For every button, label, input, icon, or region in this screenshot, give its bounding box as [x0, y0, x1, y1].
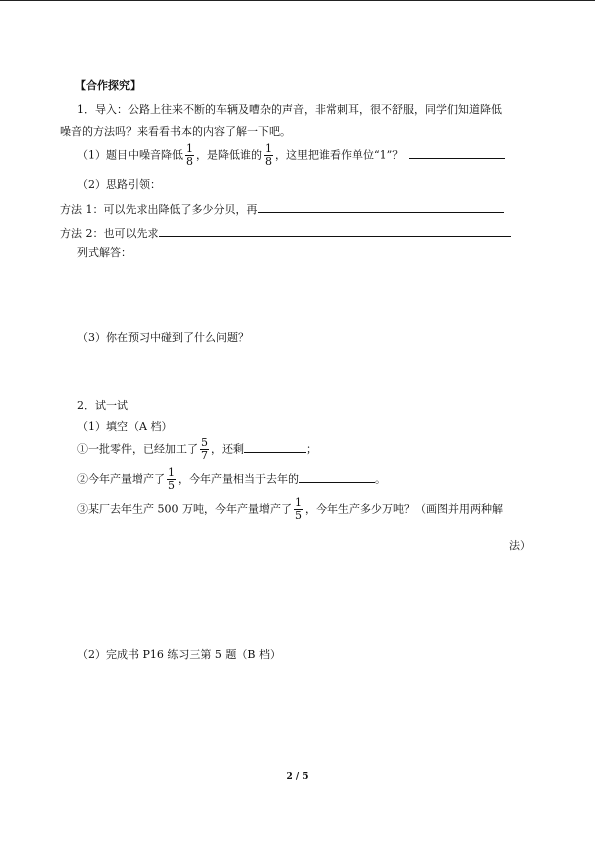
fraction-one-eighth [264, 143, 273, 168]
q1-part1 [77, 143, 505, 168]
fraction-denominator: 8 [265, 155, 272, 168]
fraction-numerator: 5 [201, 436, 208, 449]
q2-item2-text-b: ，今年产量相当于去年的 [178, 472, 299, 486]
q2-book-exercise: （2）完成书 P16 练习三第 5 题（B 档） [77, 648, 281, 661]
answer-blank[interactable] [159, 225, 511, 237]
page-number: 2 / 5 [286, 772, 309, 782]
section-title: 【合作探究】 [75, 79, 141, 92]
fraction-denominator: 5 [168, 479, 175, 492]
q1-part1-text-c: ，这里把谁看作单位“1”？ [275, 148, 404, 162]
q2-item2-end: 。 [375, 472, 386, 486]
q2-title: 2．试一试 [77, 399, 128, 412]
fraction-numerator: 1 [295, 496, 302, 509]
fraction-denominator: 5 [295, 509, 302, 522]
answer-blank[interactable] [258, 201, 504, 213]
fraction-one-fifth [294, 497, 303, 522]
fraction-five-sevenths [200, 437, 209, 462]
q1-part2: （2）思路引领： [77, 178, 161, 191]
method-1-text: 方法 1：可以先求出降低了多少分贝，再 [60, 203, 258, 216]
q2-item1 [77, 437, 317, 462]
q1-intro-line1: 1．导入：公路上往来不断的车辆及嘈杂的声音，非常刺耳，很不舒服，同学们知道降低 [77, 103, 502, 116]
q2-item1-end: ； [306, 442, 317, 456]
fraction-one-eighth [185, 143, 194, 168]
q2-item3-text-a: ③某厂去年生产 500 万吨，今年产量增产了 [77, 502, 292, 516]
fraction-numerator: 1 [168, 466, 175, 479]
fraction-one-fifth [167, 467, 176, 492]
fraction-denominator: 7 [201, 449, 208, 462]
fraction-numerator: 1 [186, 142, 193, 155]
q2-item3 [77, 497, 503, 522]
q2-item3-wrap: 法） [509, 539, 531, 552]
q1-part1-text-a: （1）题目中噪音降低 [77, 148, 183, 162]
q2-item1-text-a: ①一批零件，已经加工了 [77, 442, 198, 456]
q1-part1-text-b: ，是降低谁的 [196, 148, 262, 162]
q1-part3: （3）你在预习中碰到了什么问题？ [77, 331, 249, 344]
q2-item1-text-b: ，还剩 [211, 442, 244, 456]
q2-fill-title: （1）填空（A 档） [77, 420, 173, 433]
answer-blank[interactable] [244, 441, 306, 453]
method-2-text: 方法 2：也可以先求 [60, 227, 159, 240]
solve-label: 列式解答： [77, 246, 132, 259]
fraction-numerator: 1 [265, 142, 272, 155]
answer-blank[interactable] [299, 471, 375, 483]
method-2 [60, 225, 511, 241]
fraction-denominator: 8 [186, 155, 193, 168]
q2-item2-text-a: ②今年产量增产了 [77, 472, 165, 486]
top-border [0, 0, 595, 1]
q2-item2 [77, 467, 386, 492]
q1-intro-line2: 噪音的方法吗？来看看书本的内容了解一下吧。 [60, 125, 291, 138]
q2-item3-text-b: ，今年生产多少万吨？（画图并用两种解 [305, 502, 503, 516]
answer-blank[interactable] [409, 147, 505, 159]
method-1 [60, 201, 504, 217]
